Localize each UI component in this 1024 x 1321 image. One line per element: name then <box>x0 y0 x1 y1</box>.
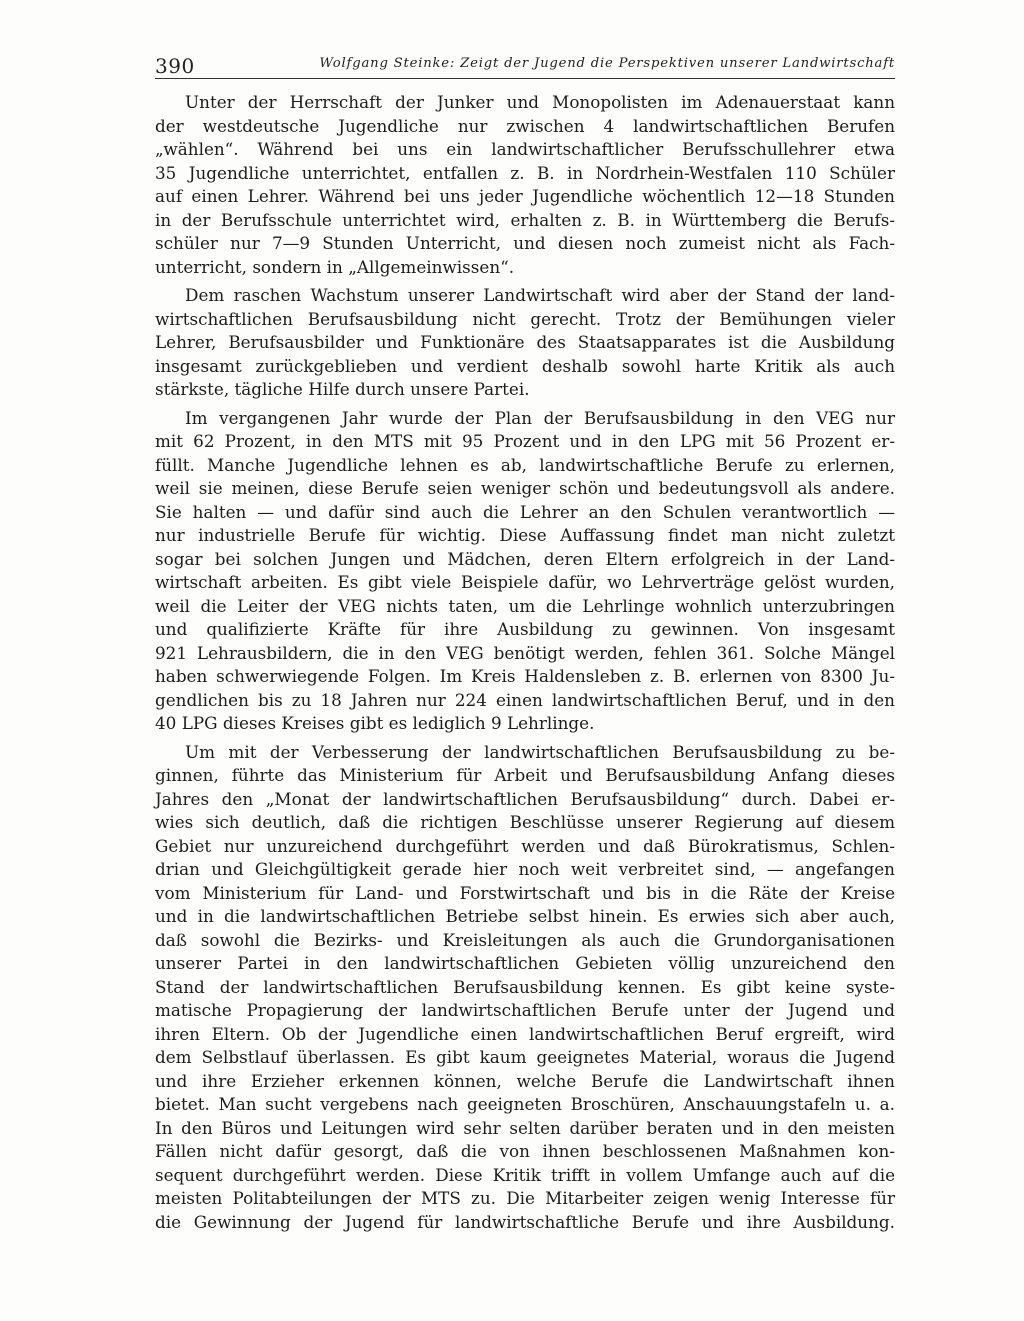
text-line: Lehrer, Berufsausbilder und Funktionäre des Staatsapparates ist die Ausbildung <box>155 332 895 352</box>
text-line: ginnen, führte das Ministerium für Arbeit und Berufsausbildung Anfang dieses <box>155 765 895 785</box>
text-line: Sie halten — und dafür sind auch die Lehrer an den Schulen verantwortlich — <box>155 501 895 522</box>
paragraph <box>155 741 895 1235</box>
text-line: und ihre Erzieher erkennen können, welche Berufe die Landwirtschaft ihnen <box>155 1070 895 1091</box>
text-line: sequent durchgeführt werden. Diese Kritik trifft in vollem Umfange auch auf die <box>155 1164 895 1185</box>
text-line: Dem raschen Wachstum unserer Landwirtschaft wird aber der Stand der land- <box>185 285 895 305</box>
text-line: die Gewinnung der Jugend für landwirtschaftliche Berufe und ihre Ausbildung. <box>155 1211 895 1232</box>
text-line: bietet. Man sucht vergebens nach geeigneten Broschüren, Anschauungstafeln u. a. <box>155 1094 895 1114</box>
text-line: matische Propagierung der landwirtschaftlichen Berufe unter der Jugend und <box>155 1000 895 1020</box>
text-line: drian und Gleichgültigkeit gerade hier noch weit verbreitet sind, — angefangen <box>155 859 895 879</box>
text-line: und in die landwirtschaftlichen Betriebe selbst hinein. Es erwies sich aber auch, <box>155 906 895 926</box>
text-line: 35 Jugendliche unterrichtet, entfallen z. B. in Nordrhein-Westfalen 110 Schüler <box>155 162 895 183</box>
text-line: Im vergangenen Jahr wurde der Plan der Berufsausbildung in den VEG nur <box>185 407 895 428</box>
page-number: 390 <box>155 54 195 78</box>
text-line: Unter der Herrschaft der Junker und Monopolisten im Adenauerstaat kann <box>185 92 895 112</box>
text-line: füllt. Manche Jugendliche lehnen es ab, landwirtschaftliche Berufe zu erlernen, <box>155 454 895 475</box>
text-line: unserer Partei in den landwirtschaftlichen Gebieten völlig unzureichend den <box>155 953 895 973</box>
text-line: wirtschaft arbeiten. Es gibt viele Beispiele dafür, wo Lehrverträge gelöst wurden, <box>155 572 895 592</box>
text-line: dem Selbstlauf überlassen. Es gibt kaum geeignetes Material, woraus die Jugend <box>155 1047 895 1067</box>
text-line: Jahres den „Monat der landwirtschaftlichen Berufsausbildung“ durch. Dabei er- <box>155 788 895 809</box>
text-line: meisten Politabteilungen der MTS zu. Die Mitarbeiter zeigen wenig Interesse für <box>155 1188 895 1208</box>
text-line: wirtschaftlichen Berufsausbildung nicht gerecht. Trotz der Bemühungen vieler <box>155 308 895 329</box>
text-line: weil sie meinen, diese Berufe seien weniger schön und bedeutungsvoll als andere. <box>155 478 895 498</box>
text-line: ihren Eltern. Ob der Jugendliche einen landwirtschaftlichen Beruf ergreift, wird <box>155 1023 895 1044</box>
text-line: nur industrielle Berufe für wichtig. Diese Auffassung findet man nicht zuletzt <box>155 525 895 545</box>
running-head: Wolfgang Steinke: Zeigt der Jugend die Perspektiven unserer Landwirtschaft <box>319 56 895 71</box>
text-line: 921 Lehrausbildern, die in den VEG benötigt werden, fehlen 361. Solche Mängel <box>155 642 895 663</box>
text-line: gendlichen bis zu 18 Jahren nur 224 einen landwirtschaftlichen Beruf, und in den <box>155 689 895 710</box>
text-line: auf einen Lehrer. Während bei uns jeder Jugendliche wöchentlich 12—18 Stunden <box>155 186 895 206</box>
text-line: Um mit der Verbesserung der landwirtschaftlichen Berufsausbildung zu be- <box>185 741 895 762</box>
text-line: schüler nur 7—9 Stunden Unterricht, und diesen noch zumeist nicht als Fach- <box>155 233 895 253</box>
text-line: Fällen nicht dafür gesorgt, daß die von ihnen beschlossenen Maßnahmen kon- <box>155 1141 895 1161</box>
text-line: daß sowohl die Bezirks- und Kreisleitungen als auch die Grundorganisationen <box>155 929 895 950</box>
page-header <box>155 50 895 79</box>
text-line: weil die Leiter der VEG nichts taten, um die Lehrlinge wohnlich unterzubringen <box>155 595 895 616</box>
text-line: vom Ministerium für Land- und Forstwirtschaft und bis in die Räte der Kreise <box>155 882 895 903</box>
text-line: sogar bei solchen Jungen und Mädchen, deren Eltern erfolgreich in der Land- <box>155 548 895 569</box>
text-line: wies sich deutlich, daß die richtigen Beschlüsse unserer Regierung auf diesem <box>155 812 895 832</box>
text-line: stärkste, tägliche Hilfe durch unsere Partei. <box>155 379 530 399</box>
paragraph <box>155 91 895 279</box>
text-line: Stand der landwirtschaftlichen Berufsausbildung kennen. Es gibt keine syste- <box>155 976 895 997</box>
text-line: In den Büros und Leitungen wird sehr selten darüber beraten und in den meisten <box>155 1117 895 1138</box>
paragraph <box>155 284 895 402</box>
body-text <box>155 91 895 1239</box>
text-line: „wählen“. Während bei uns ein landwirtschaftlicher Berufsschullehrer etwa <box>155 139 895 159</box>
text-line: 40 LPG dieses Kreises gibt es lediglich 9 Lehrlinge. <box>155 713 595 733</box>
text-line: insgesamt zurückgeblieben und verdient deshalb sowohl harte Kritik als auch <box>155 355 895 376</box>
text-line: in der Berufsschule unterrichtet wird, erhalten z. B. in Württemberg die Berufs- <box>155 209 895 230</box>
paragraph <box>155 407 895 736</box>
text-line: der westdeutsche Jugendliche nur zwischen 4 landwirtschaftlichen Berufen <box>155 115 895 136</box>
text-line: unterricht, sondern in „Allgemeinwissen“. <box>155 256 515 277</box>
text-line: und qualifizierte Kräfte für ihre Ausbildung zu gewinnen. Von insgesamt <box>155 619 895 639</box>
text-line: mit 62 Prozent, in den MTS mit 95 Prozent und in den LPG mit 56 Prozent er- <box>155 431 895 451</box>
text-line: Gebiet nur unzureichend durchgeführt werden und daß Bürokratismus, Schlen- <box>155 835 895 856</box>
text-line: haben schwerwiegende Folgen. Im Kreis Haldensleben z. B. erlernen von 8300 Ju- <box>155 666 895 686</box>
